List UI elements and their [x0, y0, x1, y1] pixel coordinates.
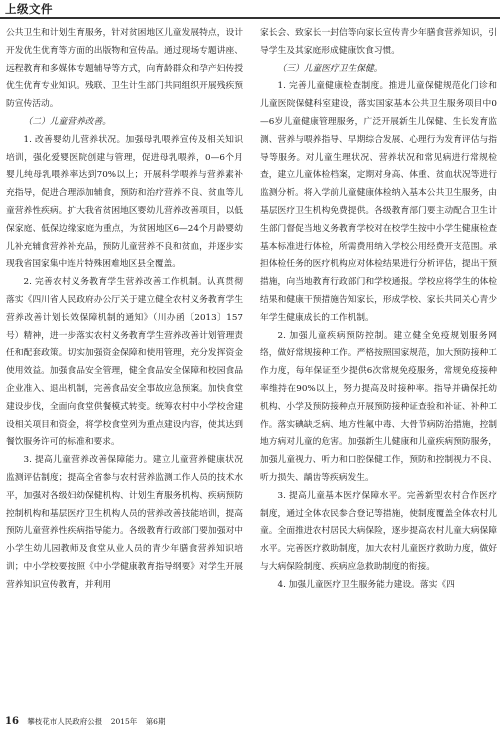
page-number: 16 [5, 716, 19, 727]
right-paragraph: 家长会、致家长一封信等向家长宣传青少年膳食营养知识，引导学生及其家庭形成健康饮食习惯。 [260, 28, 497, 56]
right-paragraph: 3. 提高儿童基本医疗保障水平。完善新型农村合作医疗制度，通过全体农民参合登记等措施，使制度覆盖全体农村儿童。全面推进农村居民大病保险，逐步提高农村儿童大病保障水平。完善医疗救助制度，加大农村儿童医疗救助力度，做好与大病保险制度、疾病应急救助制度的衔接。 [260, 490, 497, 572]
right-paragraph: 1. 完善儿童健康检查制度。推进儿童保健规范化门诊和儿童医院保健科室建设，落实国家基本公共卫生服务项目中0—6岁儿童健康管理服务，广泛开展新生儿保健、生长发育监测、营养与喂养指导、早期综合发展、心理行为发育评估与指导等服务。对儿童生理状况、营养状况和常见病进行常规检查，建立儿童体检档案，定期对身高、体重、贫血状况等进行监测分析。将入学前儿童健康体检纳入基本公共卫生服务，由基层医疗卫生机构免费提供。各级教育部门要主动配合卫生计生部门督促当地义务教育学校对在校学生按中小学生健康检查基本标准进行体检，所需费用纳入学校公用经费开支范围。承担体检任务的医疗机构应对体检结果进行分析评估，提出干预措施，向当地教育行政部门和学校通报。学校应将学生的体检结果和健康干预措施告知家长，形成学校、家长共同关心青少年学生健康成长的工作机制。 [260, 81, 497, 323]
left-column [6, 25, 243, 595]
left-paragraph: 1. 改善婴幼儿营养状况。加强母乳喂养宣传及相关知识培训，强化爱婴医院创建与管理，促进母乳喂养，0—6个月婴儿纯母乳喂养率达到70%以上；开展科学喂养与营养素补充指导，促进合理添加辅食，预防和治疗营养不良、贫血等儿童营养性疾病。扩大我省贫困地区婴幼儿营养改善项目，以低保家庭、低保边缘家庭为重点，为贫困地区6—24个月龄婴幼儿补充辅食营养补充品，预防儿童营养不良和贫血，并逐步实现我省国家集中连片特殊困难地区县全覆盖。 [6, 134, 243, 270]
right-column [260, 25, 497, 595]
left-paragraph: 公共卫生和计划生育服务，针对贫困地区儿童发展特点，设计开发优生优育等方面的出版物和宣传品。通过现场专题讲座、远程教育和多媒体专题辅导等方式，向育龄群众和孕产妇传授优生优育专业知识。残联、卫生计生部门共同组织开展残疾预防宣传活动。 [6, 28, 243, 110]
issue-number: 第6期 [145, 717, 166, 726]
left-paragraph: 2. 完善农村义务教育学生营养改善工作机制。认真贯彻落实《四川省人民政府办公厅关于建立健全农村义务教育学生营养改善计划长效保障机制的通知》（川办函〔2013〕157号）精神，进一步落实农村义务教育学生营养改善计划管理责任和配套政策。切实加强资金保障和使用管理，充分发挥资金使用效益。加强食品安全管理，健全食品安全保障和校园食品企业准入、退出机制，完善食品安全事故应急预案。加快食堂建设步伐，全面向食堂供餐模式转变。统筹农村中小学校舍建设相关项目和资金，将学校食堂列为重点建设内容，使其达到餐饮服务许可的标准和要求。 [6, 277, 243, 448]
section-subheading: （三）儿童医疗卫生保健。 [277, 63, 383, 74]
publication-name: 攀枝花市人民政府公报 [27, 717, 103, 726]
publication-year: 2015年 [110, 717, 138, 726]
right-paragraph: 4. 加强儿童医疗卫生服务能力建设。落实《四 [277, 579, 455, 590]
section-subheading: （二）儿童营养改善。 [23, 116, 111, 127]
right-paragraph: 2. 加强儿童疾病预防控制。建立健全免疫规划服务网络，做好常规接种工作。严格按照国家规范，加大预防接种工作力度，每年保证至少提供6次常规免疫服务，常规免疫接种率维持在90%以上，努力提高及时接种率。指导并确保托幼机构、小学及预防接种点开展预防接种证查验和补证、补种工作。落实碘缺乏病、地方性氟中毒、大骨节病防治措施，控制地方病对儿童的危害。加强新生儿健康和儿童疾病预防服务，加强儿童视力、听力和口腔保健工作，预防和控制视力不良、听力损失、龋齿等疾病发生。 [260, 330, 497, 483]
header-rule [0, 17, 500, 19]
section-title: 上级文件 [5, 2, 53, 16]
page-footer [5, 716, 171, 727]
left-paragraph: 3. 提高儿童营养改善保障能力。建立儿童营养健康状况监测评估制度；提高全省参与农村营养监测工作人员的技术水平，加强对各级妇幼保健机构、计划生育服务机构、疾病预防控制机构和基层医疗卫生机构人员的营养改善技能培训，提高预防儿童营养性疾病指导能力。各级教育行政部门要加强对中小学生幼儿园教师及食堂从业人员的青少年膳食营养知识培训；中小学校要按照《中小学健康教育指导纲要》对学生开展营养知识宣传教育，并利用 [6, 455, 243, 590]
